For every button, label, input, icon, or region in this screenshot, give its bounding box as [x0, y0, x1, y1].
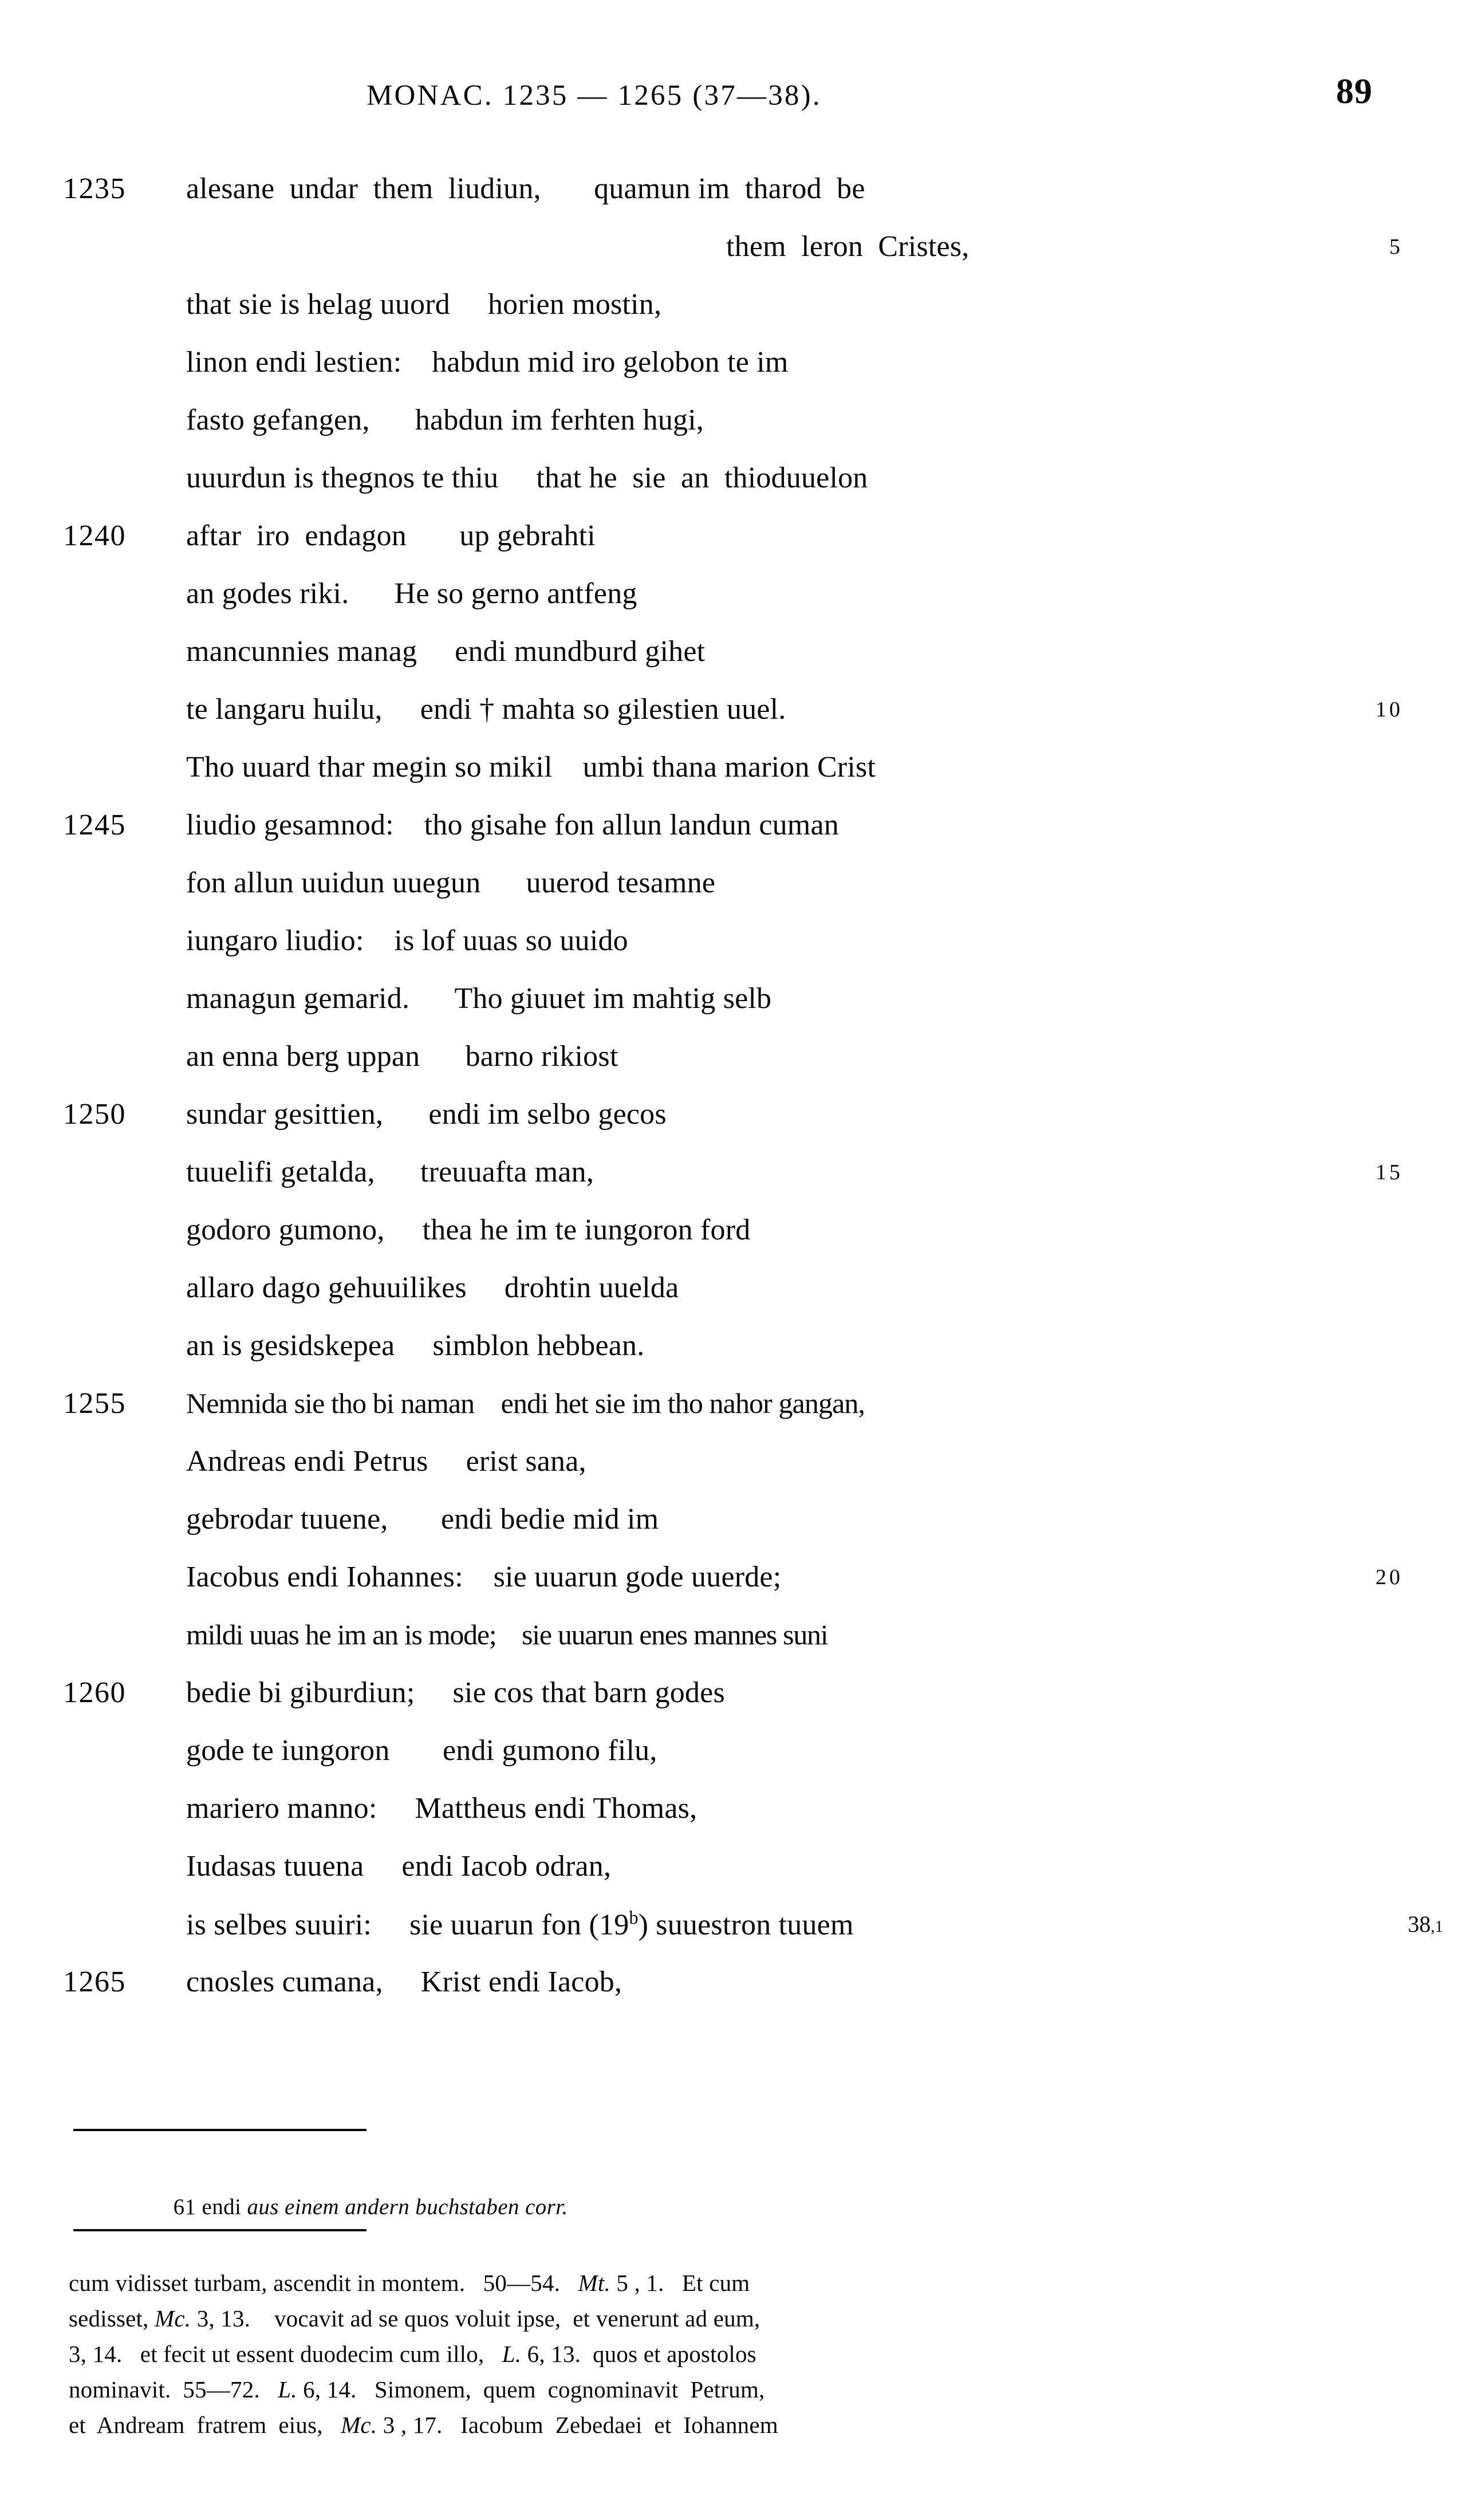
verse-text: linon endi lestien: habdun mid iro gelobon te im — [186, 346, 789, 379]
verse-text: iungaro liudio: is lof uuas so uuido — [186, 924, 628, 957]
verse-text: Tho uuard thar megin so mikil umbi thana marion Crist — [186, 751, 876, 783]
verse-block — [0, 172, 1466, 2023]
verse-text: cnosles cumana, Krist endi Iacob, — [186, 1966, 622, 1998]
latin-apparatus-line — [69, 2372, 1403, 2407]
verse-line — [0, 1791, 1466, 1849]
running-head — [0, 72, 1466, 119]
verse-text: aftar iro endagon up gebrahti — [186, 519, 596, 552]
latin-text-segment: cum vidisset turbam, ascendit in montem. 50—54. — [69, 2270, 578, 2296]
verse-text: gebrodar tuuene, endi bedie mid im — [186, 1503, 659, 1535]
verse-text: an is gesidskepea simblon hebbean. — [186, 1329, 645, 1362]
latin-source-apparatus — [69, 2265, 1403, 2443]
verse-line — [0, 1444, 1466, 1502]
verse-number: 1235 — [63, 172, 126, 205]
footnote-note: aus einem andern buchstaben corr. — [247, 2195, 568, 2219]
verse-line — [0, 230, 1466, 288]
verse-text: te langaru huilu, endi † mahta so gilestien uuel. — [186, 693, 786, 726]
verse-text: bedie bi giburdiun; sie cos that barn godes — [186, 1676, 725, 1709]
latin-text-segment: 3, 13. vocavit ad se quos voluit ipse, et venerunt ad eum, — [191, 2305, 760, 2332]
verse-line — [0, 1965, 1466, 2023]
verse-line — [0, 1040, 1466, 1097]
verse-line — [0, 1329, 1466, 1387]
verse-line — [0, 635, 1466, 692]
verse-text: them leron Cristes, — [726, 230, 970, 263]
folio-superscript: b — [629, 1907, 639, 1928]
verse-text: an godes riki. He so gerno antfeng — [186, 577, 637, 610]
verse-line — [0, 1387, 1466, 1444]
margin-line-number: 15 — [1376, 1160, 1403, 1184]
verse-line — [0, 1676, 1466, 1734]
verse-text: gode te iungoron endi gumono filu, — [186, 1734, 657, 1767]
verse-line — [0, 750, 1466, 808]
latin-apparatus-line — [69, 2336, 1403, 2372]
latin-text-segment: 3 , 17. Iacobum Zebedaei et Iohannem — [377, 2412, 778, 2438]
verse-line — [0, 924, 1466, 982]
verse-text: mildi uuas he im an is mode; sie uuarun enes mannes suni — [186, 1619, 828, 1651]
verse-text: an enna berg uppan barno rikiost — [186, 1040, 618, 1073]
bible-reference-abbrev: Mt. — [578, 2270, 610, 2296]
verse-number: 1255 — [63, 1387, 126, 1420]
verse-line — [0, 982, 1466, 1040]
verse-text: liudio gesamnod: tho gisahe fon allun landun cuman — [186, 809, 839, 841]
verse-line — [0, 519, 1466, 577]
latin-apparatus-line — [69, 2407, 1403, 2443]
verse-line — [0, 577, 1466, 635]
page-number: 89 — [1336, 72, 1373, 111]
verse-text: Iudasas tuuena endi Iacob odran, — [186, 1850, 612, 1883]
verse-line — [0, 461, 1466, 519]
verse-text: alesane undar them liudiun, quamun im tharod be — [186, 172, 865, 205]
verse-text: fasto gefangen, habdun im ferhten hugi, — [186, 404, 704, 436]
verse-text: allaro dago gehuuilikes drohtin uuelda — [186, 1271, 679, 1304]
margin-line-number: 10 — [1376, 698, 1403, 722]
footnote-rule-top — [73, 2129, 366, 2131]
latin-text-segment: 6, 13. quos et apostolos — [521, 2341, 756, 2367]
verse-text: Andreas endi Petrus erist sana, — [186, 1445, 586, 1478]
bible-reference-abbrev: L. — [278, 2376, 297, 2403]
bible-reference-abbrev: Mc. — [341, 2412, 377, 2438]
verse-text: is selbes suuiri: sie uuarun fon (19$^b$) suuestron tuuem — [186, 1907, 854, 1942]
verse-number: 1245 — [63, 809, 126, 841]
latin-text-segment: sedisset, — [69, 2305, 155, 2332]
verse-text: tuuelifi getalda, treuuafta man, — [186, 1156, 594, 1188]
verse-text: managun gemarid. Tho giuuet im mahtig selb — [186, 982, 772, 1015]
footnote-lemma: 61 endi — [173, 2195, 247, 2219]
latin-text-segment: 3, 14. et fecit ut essent duodecim cum illo, — [69, 2341, 502, 2367]
verse-number: 1260 — [63, 1676, 126, 1709]
margin-line-number: 20 — [1376, 1565, 1403, 1589]
verse-text: Iacobus endi Iohannes: sie uuarun gode uuerde; — [186, 1561, 782, 1593]
verse-line — [0, 288, 1466, 345]
verse-text: godoro gumono, thea he im te iungoron ford — [186, 1214, 751, 1246]
verse-text: sundar gesittien, endi im selbo gecos — [186, 1098, 667, 1131]
verse-line — [0, 1502, 1466, 1560]
verse-text: fon allun uuidun uuegun uuerod tesamne — [186, 867, 716, 899]
manuscript-line-reference: 38,1 — [1408, 1911, 1443, 1937]
verse-line — [0, 1734, 1466, 1791]
verse-line — [0, 1560, 1466, 1618]
latin-text-segment: nominavit. 55—72. — [69, 2376, 278, 2403]
verse-line — [0, 1849, 1466, 1907]
verse-line — [0, 1213, 1466, 1271]
verse-line — [0, 172, 1466, 230]
verse-line — [0, 692, 1466, 750]
verse-line — [0, 345, 1466, 403]
latin-text-segment: et Andream fratrem eius, — [69, 2412, 341, 2438]
verse-number: 1240 — [63, 519, 126, 552]
verse-line — [0, 808, 1466, 866]
verse-line — [0, 1907, 1466, 1965]
verse-text: uuurdun is thegnos te thiu that he sie an thioduuelon — [186, 462, 868, 494]
verse-line — [0, 866, 1466, 924]
verse-line — [0, 1271, 1466, 1329]
latin-text-segment: 5 , 1. Et cum — [610, 2270, 750, 2296]
bible-reference-abbrev: L. — [502, 2341, 522, 2367]
footnote-textual-apparatus — [150, 2168, 568, 2246]
manuscript-line-sub: ,1 — [1430, 1917, 1443, 1936]
verse-line — [0, 1097, 1466, 1155]
latin-text-segment: 6, 14. Simonem, quem cognominavit Petrum, — [297, 2376, 765, 2403]
verse-text: mariero manno: Mattheus endi Thomas, — [186, 1792, 697, 1825]
verse-text: Nemnida sie tho bi naman endi het sie im tho nahor gangan, — [186, 1387, 865, 1419]
verse-number: 1250 — [63, 1098, 126, 1131]
verse-line — [0, 1618, 1466, 1676]
verse-line — [0, 403, 1466, 461]
footnote-rule-bottom — [73, 2229, 366, 2231]
running-head-title: MONAC. 1235 — 1265 (37—38). — [366, 80, 822, 112]
margin-line-number: 5 — [1389, 235, 1403, 259]
latin-apparatus-line — [69, 2301, 1403, 2336]
verse-text: mancunnies manag endi mundburd gihet — [186, 635, 706, 668]
latin-apparatus-line — [69, 2265, 1403, 2301]
verse-number: 1265 — [63, 1966, 126, 1998]
verse-line — [0, 1155, 1466, 1213]
verse-text: that sie is helag uuord horien mostin, — [186, 288, 662, 321]
bible-reference-abbrev: Mc. — [155, 2305, 191, 2332]
